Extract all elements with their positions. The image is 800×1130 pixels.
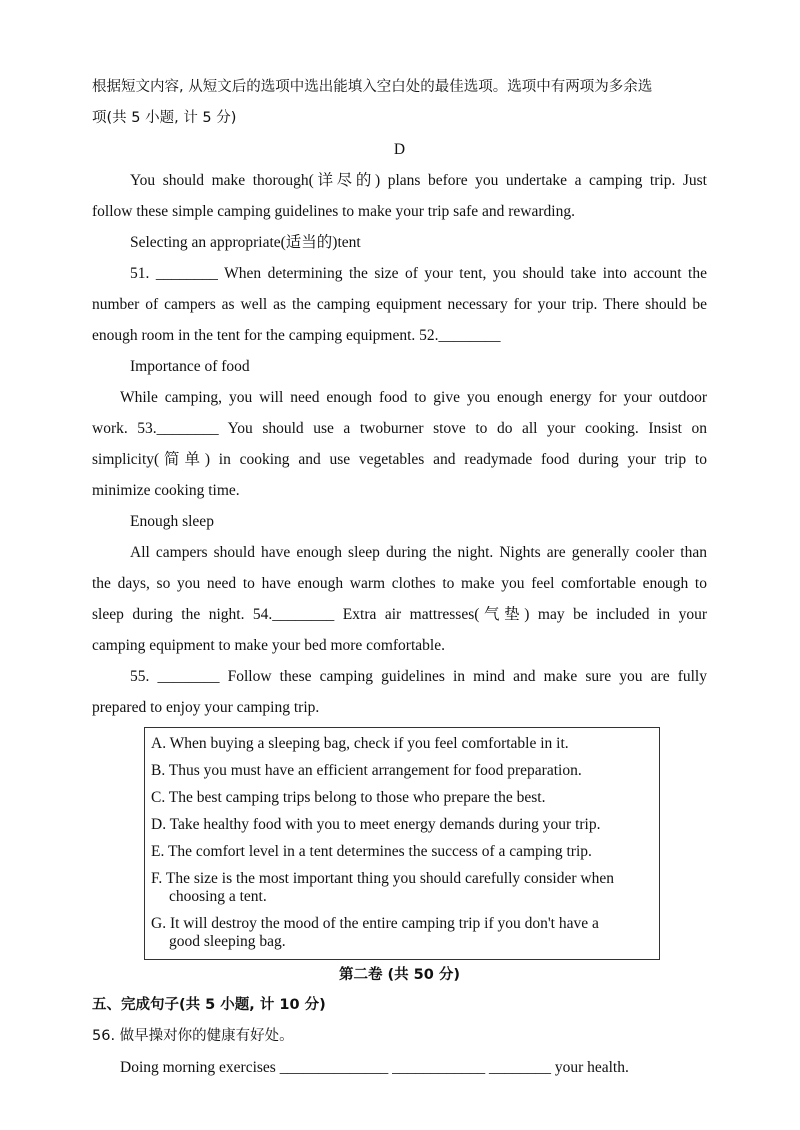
option-g-text: G. It will destroy the mood of the entire camping trip if you don't have a: [151, 915, 599, 932]
question-56-sentence: Doing morning exercises ______________ ____________ ________ your health.: [120, 1059, 629, 1076]
heading-food: Importance of food: [130, 358, 250, 375]
paragraph-3-line-1: While camping, you will need enough food to give you enough energy for your outdoor: [120, 389, 707, 406]
part-2-title: 第二卷 (共 50 分): [338, 967, 461, 983]
option-a-text: A. When buying a sleeping bag, check if you feel comfortable in it.: [151, 735, 569, 752]
options-box: [144, 727, 660, 960]
instructions-line-1: 根据短文内容, 从短文后的选项中选出能填入空白处的最佳选项。选项中有两项为多余选: [92, 79, 653, 95]
paragraph-4-line-4: camping equipment to make your bed more comfortable.: [92, 637, 445, 654]
paragraph-3-line-2: work. 53.________ You should use a twoburner stove to do all your cooking. Insist on: [92, 420, 707, 437]
paragraph-3-line-3: simplicity(简单) in cooking and use vegetables and readymade food during your trip to: [92, 451, 707, 468]
option-b: [151, 762, 659, 780]
paragraph-4-line-1: All campers should have enough sleep during the night. Nights are generally cooler than: [130, 544, 707, 561]
heading-tent: Selecting an appropriate(适当的)tent: [130, 234, 361, 251]
section-5-heading: 五、完成句子(共 5 小题, 计 10 分): [92, 997, 326, 1013]
question-56-prompt: 56. 做早操对你的健康有好处。: [92, 1028, 294, 1044]
paragraph-1-line-2: follow these simple camping guidelines to make your trip safe and rewarding.: [92, 203, 575, 220]
option-g-continuation: good sleeping bag.: [169, 933, 286, 950]
option-g: [151, 915, 659, 951]
option-e: [151, 843, 659, 861]
paragraph-4-line-2: the days, so you need to have enough warm clothes to make you feel comfortable enough to: [92, 575, 707, 592]
option-d: [151, 816, 659, 834]
option-d-text: D. Take healthy food with you to meet energy demands during your trip.: [151, 816, 601, 833]
paragraph-3-line-4: minimize cooking time.: [92, 482, 240, 499]
option-b-text: B. Thus you must have an efficient arrangement for food preparation.: [151, 762, 582, 779]
option-f-continuation: choosing a tent.: [169, 888, 267, 905]
paragraph-5-line-2: prepared to enjoy your camping trip.: [92, 699, 320, 716]
option-a: [151, 735, 659, 753]
option-f: [151, 870, 659, 906]
option-f-text: F. The size is the most important thing you should carefully consider when: [151, 870, 614, 887]
paragraph-2-line-3: enough room in the tent for the camping equipment. 52.________: [92, 327, 501, 344]
option-e-text: E. The comfort level in a tent determines the success of a camping trip.: [151, 843, 592, 860]
passage-letter: D: [393, 141, 406, 158]
paragraph-2-line-1: 51. ________ When determining the size of your tent, you should take into account the: [130, 265, 707, 282]
exam-page: [92, 72, 707, 1083]
heading-sleep: Enough sleep: [130, 513, 214, 530]
paragraph-5-line-1: 55. ________ Follow these camping guidelines in mind and make sure you are fully: [130, 668, 707, 685]
paragraph-2-line-2: number of campers as well as the camping equipment necessary for your trip. There should be: [92, 296, 707, 313]
option-c: [151, 789, 659, 807]
paragraph-1-line-1: You should make thorough(详尽的) plans before you undertake a camping trip. Just: [130, 172, 707, 189]
paragraph-4-line-3: sleep during the night. 54.________ Extra air mattresses(气垫) may be included in your: [92, 606, 707, 623]
option-c-text: C. The best camping trips belong to those who prepare the best.: [151, 789, 546, 806]
instructions-line-2: 项(共 5 小题, 计 5 分): [92, 110, 237, 126]
